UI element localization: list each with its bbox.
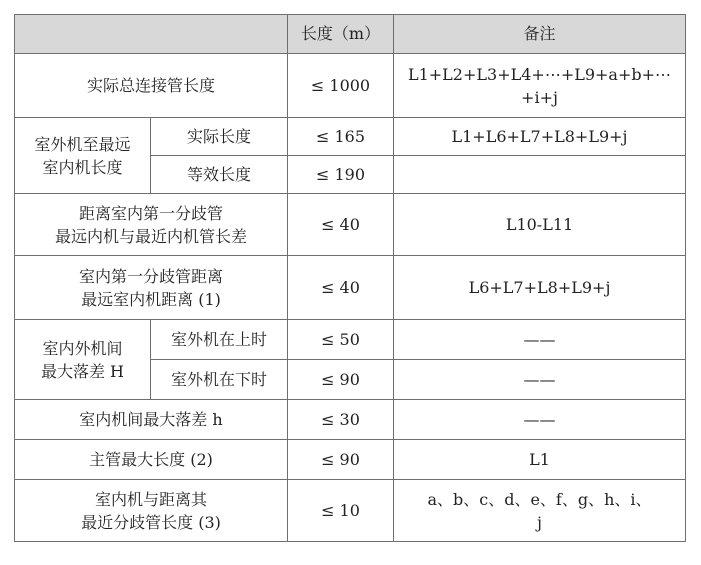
row-item bbox=[15, 194, 288, 256]
row-sub-item: 等效长度 bbox=[151, 156, 288, 194]
table-row bbox=[15, 440, 686, 480]
row-note: L6+L7+L8+L9+j bbox=[394, 256, 686, 320]
row-length: ≤ 90 bbox=[288, 440, 394, 480]
row-length: ≤ 1000 bbox=[288, 54, 394, 118]
row-note: —— bbox=[394, 360, 686, 400]
row-group-label bbox=[15, 118, 151, 194]
row-length: ≤ 10 bbox=[288, 480, 394, 542]
row-item-line: 室内第一分歧管距离 bbox=[78, 266, 223, 286]
row-note: —— bbox=[394, 400, 686, 440]
row-item-line: 室内机与距离其 bbox=[94, 489, 207, 509]
row-group-line: 室内外机间 bbox=[42, 338, 123, 358]
row-length: ≤ 165 bbox=[288, 118, 394, 156]
table-row bbox=[15, 400, 686, 440]
row-length: ≤ 30 bbox=[288, 400, 394, 440]
row-group-line: 最大落差 H bbox=[40, 361, 125, 381]
row-length: ≤ 40 bbox=[288, 194, 394, 256]
table-row bbox=[15, 54, 686, 118]
row-note bbox=[394, 156, 686, 194]
row-sub-item: 室外机在上时 bbox=[151, 320, 288, 360]
spec-table-container bbox=[14, 14, 686, 542]
row-length: ≤ 190 bbox=[288, 156, 394, 194]
table-header-row bbox=[15, 15, 686, 54]
row-group-line: 室外机至最远 bbox=[34, 134, 131, 154]
header-item bbox=[15, 15, 288, 54]
header-length: 长度（m） bbox=[288, 15, 394, 54]
row-item-line: 距离室内第一分歧管 bbox=[78, 203, 223, 223]
row-note: L10-L11 bbox=[394, 194, 686, 256]
row-note-line: +i+j bbox=[521, 87, 558, 107]
row-note-line: L1+L2+L3+L4+⋯+L9+a+b+⋯ bbox=[407, 64, 672, 84]
row-item-line: 最近分歧管长度 (3) bbox=[81, 512, 221, 532]
table-row bbox=[15, 480, 686, 542]
pipe-length-spec-table bbox=[14, 14, 686, 542]
row-item: 主管最大长度 (2) bbox=[15, 440, 288, 480]
row-length: ≤ 40 bbox=[288, 256, 394, 320]
row-sub-item: 室外机在下时 bbox=[151, 360, 288, 400]
table-row bbox=[15, 256, 686, 320]
row-sub-item: 实际长度 bbox=[151, 118, 288, 156]
row-note-line: a、b、c、d、e、f、g、h、i、 bbox=[427, 489, 652, 509]
row-group-line: 室内机长度 bbox=[42, 157, 123, 177]
row-group-label bbox=[15, 320, 151, 400]
row-note: —— bbox=[394, 320, 686, 360]
row-note: L1+L6+L7+L8+L9+j bbox=[394, 118, 686, 156]
row-item-line: 最远室内机距离 (1) bbox=[81, 289, 221, 309]
row-item: 实际总连接管长度 bbox=[15, 54, 288, 118]
row-length: ≤ 90 bbox=[288, 360, 394, 400]
row-note bbox=[394, 54, 686, 118]
header-note: 备注 bbox=[394, 15, 686, 54]
row-item: 室内机间最大落差 h bbox=[15, 400, 288, 440]
table-row bbox=[15, 320, 686, 360]
row-note bbox=[394, 480, 686, 542]
row-length: ≤ 50 bbox=[288, 320, 394, 360]
row-item bbox=[15, 256, 288, 320]
row-item bbox=[15, 480, 288, 542]
table-row bbox=[15, 194, 686, 256]
table-row bbox=[15, 118, 686, 156]
row-item-line: 最远内机与最近内机管长差 bbox=[54, 226, 247, 246]
row-note-line: j bbox=[537, 512, 542, 532]
row-note: L1 bbox=[394, 440, 686, 480]
